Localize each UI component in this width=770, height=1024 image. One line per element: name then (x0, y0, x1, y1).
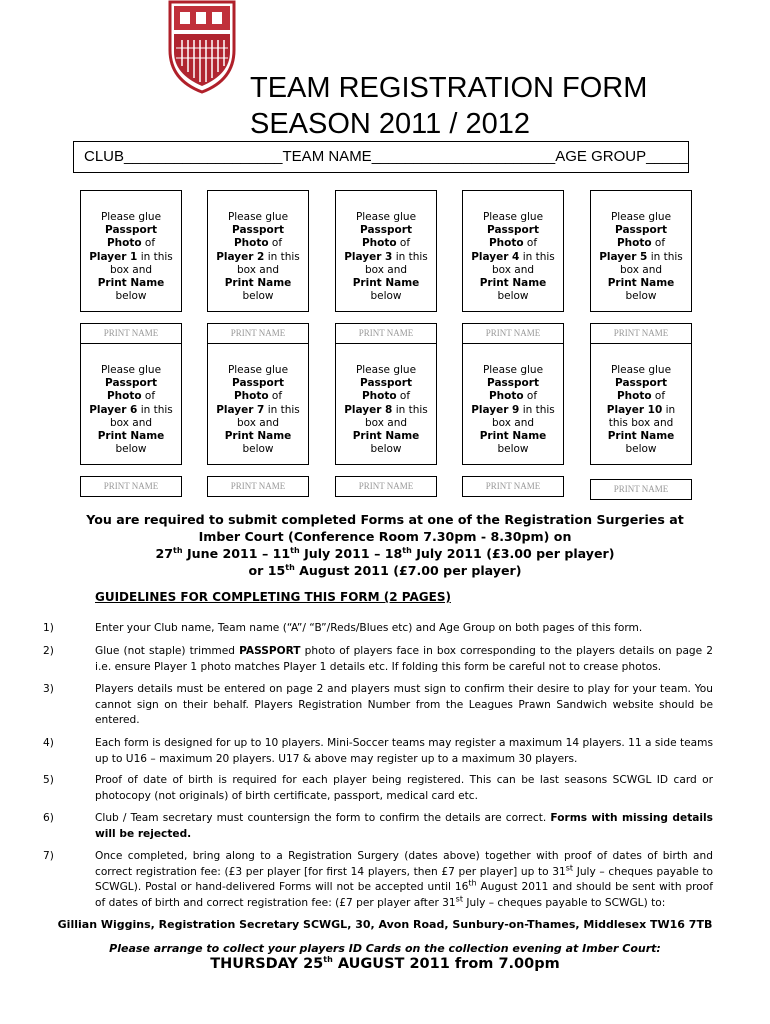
player-label: Player 5 (599, 250, 648, 263)
below-text: below (497, 443, 529, 456)
photo-box-player-8[interactable] (335, 343, 437, 465)
in-this-text: in this (392, 403, 428, 416)
print-name-label: Print Name (479, 430, 547, 443)
photo-box-player-5[interactable] (590, 190, 692, 312)
guideline-item: 7) Once completed, bring along to a Registration Surgery (dates above) together with proof of dates of birth and correct registration fee: (£3 per player [for first 14 players, then £7 per player] up to 31st July – cheques payable to SCWGL). Postal or hand-delivered Forms will not be accepted until 16th August 2011 and should be sent with proof of dates of birth and correct registration fee: (£7 per player after 31st July – cheques payable to SCWGL) to: (43, 850, 714, 909)
passport-label: Passport (487, 377, 539, 390)
photo-box-player-7[interactable] (207, 343, 309, 465)
passport-label: Passport (360, 377, 412, 390)
photo-instruction: Please glue (100, 364, 162, 376)
passport-label: Passport (615, 377, 667, 390)
collection-date: THURSDAY 25th AUGUST 2011 from 7.00pm (210, 955, 560, 972)
photo-instruction: Please glue (100, 211, 162, 223)
photo-label: Photo (616, 390, 652, 403)
in-this-text: in (662, 403, 676, 416)
photo-instruction: Please glue (227, 211, 289, 223)
secretary-address: Gillian Wiggins, Registration Secretary SCWGL, 30, Avon Road, Sunbury-on-Thames, Middlesex TW16 7TB (57, 918, 713, 931)
player-label: Player 4 (471, 250, 520, 263)
of-text: of (268, 390, 283, 403)
box-and-text: box and (109, 263, 153, 276)
player-label: Player 2 (216, 250, 265, 263)
photo-label: Photo (361, 390, 397, 403)
passport-label: Passport (487, 224, 539, 237)
photo-label: Photo (106, 390, 142, 403)
player-label: Player 1 (89, 250, 138, 263)
box-and-text: box and (491, 416, 535, 429)
photo-box-player-1[interactable] (80, 190, 182, 312)
print-name-box-player-8[interactable]: PRINT NAME (335, 476, 437, 497)
below-text: below (497, 290, 529, 303)
passport-label: Passport (232, 224, 284, 237)
below-text: below (242, 443, 274, 456)
player-label: Player 3 (344, 250, 393, 263)
in-this-text: in this (137, 250, 173, 263)
of-text: of (396, 390, 411, 403)
photo-instruction: Please glue (355, 364, 417, 376)
below-text: below (115, 443, 147, 456)
photo-box-player-4[interactable] (462, 190, 564, 312)
print-name-box-player-5[interactable]: PRINT NAME (590, 323, 692, 344)
player-label: Player 9 (471, 403, 520, 416)
photo-box-player-9[interactable] (462, 343, 564, 465)
of-text: of (141, 390, 156, 403)
of-text: of (523, 390, 538, 403)
box-and-text: box and (109, 416, 153, 429)
in-this-text: in this (137, 403, 173, 416)
in-this-text: in this (392, 250, 428, 263)
notice-line-2: Imber Court (Conference Room 7.30pm - 8.30pm) on (198, 529, 572, 544)
print-name-label: Print Name (352, 430, 420, 443)
below-text: below (370, 443, 402, 456)
box-and-text: box and (364, 263, 408, 276)
below-text: below (625, 443, 657, 456)
passport-label: Passport (360, 224, 412, 237)
print-name-label: Print Name (352, 277, 420, 290)
box-and-text: this box and (608, 416, 674, 429)
photo-label: Photo (233, 237, 269, 250)
photo-box-player-2[interactable] (207, 190, 309, 312)
notice-line-1: You are required to submit completed Forms at one of the Registration Surgeries at (86, 512, 684, 527)
guideline-item: 3) Players details must be entered on page 2 and players must sign to confirm their desire to play for your team. You cannot sign on their behalf. Players Registration Number from the Leagues Prawn Sandwich website should be entered. (43, 683, 713, 726)
photo-instruction: Please glue (482, 364, 544, 376)
below-text: below (370, 290, 402, 303)
photo-box-player-10[interactable] (590, 343, 692, 465)
print-name-box-player-9[interactable]: PRINT NAME (462, 476, 564, 497)
guideline-item: 5) Proof of date of birth is required for each player being registered. This can be last seasons SCWGL ID card or photocopy (not originals) of birth certificate, passport, medical card etc. (43, 774, 713, 802)
guideline-item: 2) Glue (not staple) trimmed PASSPORT photo of players face in box corresponding to the players details on page 2 i.e. ensure Player 1 photo matches Player 1 details etc. If folding this form be careful not to crease photos. (43, 645, 714, 673)
print-name-label: Print Name (97, 277, 165, 290)
box-and-text: box and (236, 263, 280, 276)
photo-instruction: Please glue (355, 211, 417, 223)
photo-instruction: Please glue (610, 211, 672, 223)
print-name-box-player-10[interactable]: PRINT NAME (590, 479, 692, 500)
of-text: of (651, 390, 666, 403)
print-name-box-player-6[interactable]: PRINT NAME (80, 476, 182, 497)
in-this-text: in this (264, 250, 300, 263)
print-name-box-player-2[interactable]: PRINT NAME (207, 323, 309, 344)
of-text: of (268, 237, 283, 250)
print-name-label: Print Name (224, 430, 292, 443)
in-this-text: in this (519, 250, 555, 263)
passport-label: Passport (105, 377, 157, 390)
photo-label: Photo (616, 237, 652, 250)
photo-instruction: Please glue (610, 364, 672, 376)
photo-box-player-6[interactable] (80, 343, 182, 465)
print-name-label: Print Name (607, 277, 675, 290)
photo-label: Photo (361, 237, 397, 250)
of-text: of (141, 237, 156, 250)
print-name-label: Print Name (97, 430, 165, 443)
below-text: below (625, 290, 657, 303)
below-text: below (242, 290, 274, 303)
player-label: Player 8 (344, 403, 393, 416)
passport-label: Passport (105, 224, 157, 237)
box-and-text: box and (491, 263, 535, 276)
notice-dates: 27th June 2011 – 11th July 2011 – 18th July 2011 (£3.00 per player) (155, 545, 615, 561)
form-title: TEAM REGISTRATION FORM (250, 72, 648, 104)
in-this-text: in this (519, 403, 555, 416)
guidelines-title: GUIDELINES FOR COMPLETING THIS FORM (2 PAGES) (95, 590, 451, 604)
print-name-box-player-3[interactable]: PRINT NAME (335, 323, 437, 344)
print-name-label: Print Name (479, 277, 547, 290)
passport-label: Passport (232, 377, 284, 390)
print-name-box-player-7[interactable]: PRINT NAME (207, 476, 309, 497)
in-this-text: in this (264, 403, 300, 416)
in-this-text: in this (647, 250, 683, 263)
of-text: of (396, 237, 411, 250)
photo-label: Photo (106, 237, 142, 250)
of-text: of (651, 237, 666, 250)
collection-note: Please arrange to collect your players ID Cards on the collection evening at Imber Court: (109, 942, 661, 955)
of-text: of (523, 237, 538, 250)
player-label: Player 6 (89, 403, 138, 416)
photo-instruction: Please glue (482, 211, 544, 223)
notice-late-date: or 15th August 2011 (£7.00 per player) (248, 562, 522, 578)
season-title: SEASON 2011 / 2012 (250, 108, 530, 140)
print-name-label: Print Name (607, 430, 675, 443)
club-team-age-fields[interactable]: CLUB___________________TEAM NAME______________________AGE GROUP_____ (73, 141, 689, 173)
passport-label: Passport (615, 224, 667, 237)
photo-label: Photo (233, 390, 269, 403)
guideline-item: 6) Club / Team secretary must countersign the form to confirm the details are correct. Forms with missing details will be rejected. (43, 812, 713, 840)
league-crest-logo (166, 0, 238, 94)
box-and-text: box and (364, 416, 408, 429)
photo-instruction: Please glue (227, 364, 289, 376)
print-name-label: Print Name (224, 277, 292, 290)
guideline-item: 4) Each form is designed for up to 10 players. Mini-Soccer teams may register a maximum 14 players. 11 a side teams up to U16 – maximum 20 players. U17 & above may register up to a maximum 30 players. (43, 737, 713, 765)
box-and-text: box and (619, 263, 663, 276)
photo-label: Photo (488, 390, 524, 403)
print-name-box-player-4[interactable]: PRINT NAME (462, 323, 564, 344)
photo-label: Photo (488, 237, 524, 250)
below-text: below (115, 290, 147, 303)
print-name-box-player-1[interactable]: PRINT NAME (80, 323, 182, 344)
photo-box-player-3[interactable] (335, 190, 437, 312)
guideline-item: 1) Enter your Club name, Team name (“A”/ “B”/Reds/Blues etc) and Age Group on both pages of this form. (43, 622, 643, 634)
box-and-text: box and (236, 416, 280, 429)
player-label: Player 10 (606, 403, 663, 416)
player-label: Player 7 (216, 403, 265, 416)
